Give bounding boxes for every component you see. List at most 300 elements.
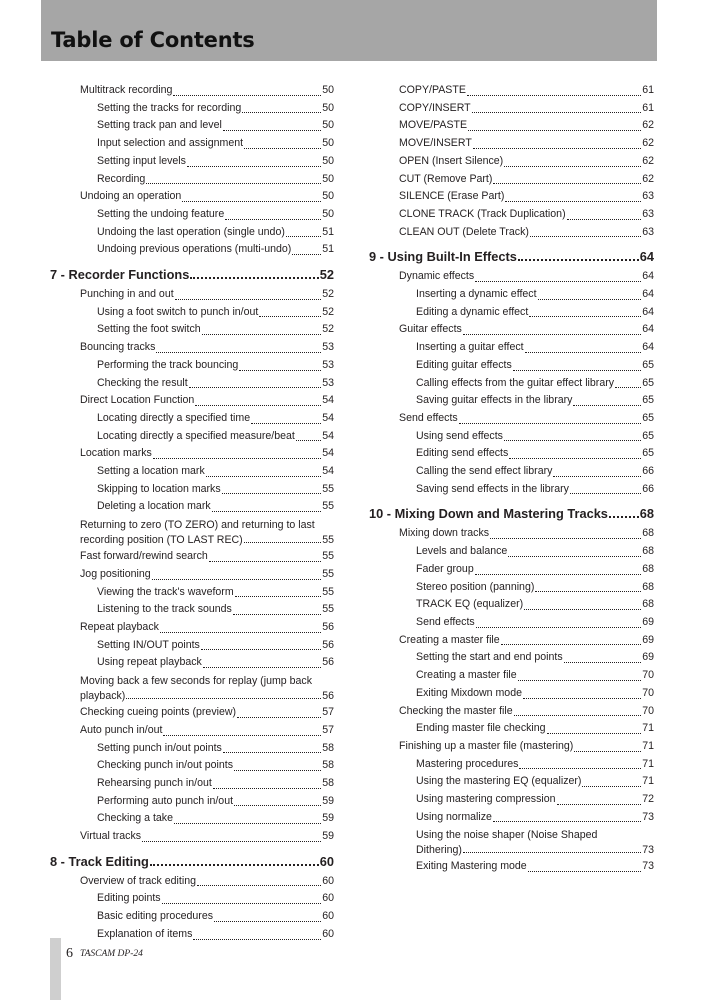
toc-page-number: 54 bbox=[322, 411, 334, 424]
toc-entry[interactable] bbox=[50, 775, 334, 793]
toc-page-number: 64 bbox=[642, 341, 654, 354]
toc-entry[interactable] bbox=[50, 481, 334, 499]
toc-entry[interactable] bbox=[50, 445, 334, 463]
toc-entry-title: Checking a take bbox=[97, 812, 173, 825]
dot-leader bbox=[467, 95, 641, 96]
dot-leader bbox=[225, 219, 321, 220]
dot-leader bbox=[508, 556, 641, 557]
toc-entry-title: Exiting Mastering mode bbox=[416, 860, 527, 873]
toc-entry[interactable] bbox=[50, 206, 334, 224]
dot-leader bbox=[223, 752, 321, 753]
toc-chapter[interactable] bbox=[50, 852, 334, 871]
toc-entry[interactable] bbox=[369, 392, 654, 410]
toc-entry[interactable] bbox=[50, 188, 334, 206]
dot-leader bbox=[203, 667, 321, 668]
toc-entry-title: Using the mastering EQ (equalizer) bbox=[416, 775, 582, 788]
toc-entry-title: Deleting a location mark bbox=[97, 500, 211, 513]
dot-leader bbox=[501, 644, 642, 645]
toc-page-number: 55 bbox=[322, 567, 334, 580]
toc-entry[interactable] bbox=[369, 481, 654, 499]
toc-page-number: 64 bbox=[642, 323, 654, 336]
dot-leader bbox=[475, 281, 641, 282]
toc-entry[interactable] bbox=[50, 704, 334, 722]
dot-leader bbox=[259, 316, 321, 317]
toc-page-number: 61 bbox=[642, 84, 654, 96]
toc-entry[interactable] bbox=[50, 828, 334, 846]
toc-page-number: 50 bbox=[322, 137, 334, 150]
toc-entry[interactable] bbox=[50, 410, 334, 428]
dot-leader bbox=[223, 130, 321, 131]
toc-entry-title: Bouncing tracks bbox=[80, 341, 156, 354]
dot-leader bbox=[146, 183, 321, 184]
toc-entry[interactable] bbox=[50, 224, 334, 242]
toc-entry-title: Setting the foot switch bbox=[97, 323, 201, 336]
toc-entry[interactable] bbox=[50, 82, 334, 100]
dot-leader bbox=[505, 201, 641, 202]
toc-page-number: 54 bbox=[322, 447, 334, 460]
footer-brand: TASCAM DP-24 bbox=[80, 949, 143, 959]
toc-entry[interactable] bbox=[369, 828, 654, 857]
toc-entry[interactable] bbox=[50, 908, 334, 926]
dot-leader bbox=[567, 219, 642, 220]
toc-entry[interactable] bbox=[369, 463, 654, 481]
toc-page-number: 73 bbox=[642, 843, 654, 856]
toc-entry-title: Inserting a dynamic effect bbox=[416, 288, 537, 301]
dot-leader bbox=[174, 823, 321, 824]
dot-leader bbox=[152, 579, 322, 580]
toc-page-number: 66 bbox=[642, 465, 654, 478]
toc-page-number: 65 bbox=[642, 429, 654, 442]
toc-entry-title-cont: recording position (TO LAST REC) bbox=[80, 533, 243, 546]
toc-entry-title: Levels and balance bbox=[416, 545, 508, 558]
toc-entry-title: Using a foot switch to punch in/out bbox=[97, 305, 259, 318]
toc-entry[interactable] bbox=[50, 286, 334, 304]
toc-entry[interactable] bbox=[369, 445, 654, 463]
toc-page-number: 65 bbox=[642, 447, 654, 460]
toc-entry[interactable] bbox=[369, 738, 654, 756]
toc-entry-title: Editing a dynamic effect bbox=[416, 305, 529, 318]
dot-leader bbox=[202, 334, 322, 335]
toc-entry[interactable] bbox=[50, 619, 334, 637]
toc-entry[interactable] bbox=[369, 756, 654, 774]
toc-page-number: 60 bbox=[322, 910, 334, 923]
toc-page-number: 52 bbox=[322, 288, 334, 301]
toc-entry-title: Send effects bbox=[416, 615, 475, 628]
toc-page-number: 69 bbox=[642, 651, 654, 664]
dot-leader bbox=[518, 259, 639, 261]
toc-entry-title: 9 - Using Built-In Effects bbox=[369, 249, 517, 265]
toc-entry[interactable] bbox=[50, 722, 334, 740]
toc-entry-line bbox=[80, 689, 334, 704]
toc-page-number: 62 bbox=[642, 119, 654, 132]
left-margin bbox=[0, 0, 41, 1000]
toc-page-number: 50 bbox=[322, 154, 334, 167]
toc-entry[interactable] bbox=[369, 153, 654, 171]
toc-entry[interactable] bbox=[369, 809, 654, 827]
toc-page-number: 60 bbox=[319, 853, 334, 869]
dot-leader bbox=[538, 299, 642, 300]
dot-leader bbox=[214, 921, 321, 922]
toc-page-number: 56 bbox=[322, 620, 334, 633]
toc-page-number: 65 bbox=[642, 411, 654, 424]
toc-entry[interactable] bbox=[50, 135, 334, 153]
toc-entry[interactable] bbox=[369, 339, 654, 357]
toc-entry-title: COPY/INSERT bbox=[399, 101, 471, 114]
toc-entry-title: Using send effects bbox=[416, 429, 503, 442]
toc-entry[interactable] bbox=[369, 561, 654, 579]
dot-leader bbox=[213, 788, 321, 789]
toc-page-number: 59 bbox=[322, 812, 334, 825]
toc-entry-title: Creating a master file bbox=[416, 669, 517, 682]
footer-accent-bar bbox=[50, 938, 61, 1000]
toc-entry[interactable] bbox=[50, 890, 334, 908]
dot-leader bbox=[530, 236, 641, 237]
toc-entry[interactable] bbox=[369, 649, 654, 667]
dot-leader bbox=[504, 166, 641, 167]
toc-entry-title: Using mastering compression bbox=[416, 793, 556, 806]
dot-leader bbox=[574, 751, 641, 752]
dot-leader bbox=[609, 516, 639, 518]
toc-entry-title: Setting input levels bbox=[97, 154, 186, 167]
toc-entry[interactable] bbox=[369, 188, 654, 206]
toc-entry[interactable] bbox=[369, 171, 654, 189]
toc-entry-title: Mastering procedures bbox=[416, 757, 519, 770]
toc-entry-title: Using normalize bbox=[416, 810, 492, 823]
dot-leader bbox=[557, 804, 642, 805]
toc-page-number: 62 bbox=[642, 137, 654, 150]
page-number: 6 bbox=[66, 946, 73, 961]
toc-entry[interactable] bbox=[50, 518, 334, 547]
toc-entry-title: Using the noise shaper (Noise Shaped bbox=[416, 829, 598, 842]
toc-page-number: 69 bbox=[642, 633, 654, 646]
toc-entry[interactable] bbox=[50, 392, 334, 410]
toc-entry[interactable] bbox=[50, 740, 334, 758]
toc-entry-title: Ending master file checking bbox=[416, 722, 546, 735]
toc-page-number: 68 bbox=[642, 527, 654, 540]
dot-leader bbox=[244, 542, 322, 543]
toc-entry[interactable] bbox=[50, 153, 334, 171]
toc-page-number: 50 bbox=[322, 101, 334, 114]
toc-page-number: 50 bbox=[322, 172, 334, 185]
toc-page-number: 64 bbox=[642, 305, 654, 318]
toc-entry[interactable] bbox=[50, 304, 334, 322]
toc-entry[interactable] bbox=[369, 375, 654, 393]
dot-leader bbox=[187, 166, 321, 167]
toc-page-number: 64 bbox=[642, 270, 654, 283]
toc-entry[interactable] bbox=[369, 286, 654, 304]
dot-leader bbox=[233, 614, 321, 615]
dot-leader bbox=[242, 112, 321, 113]
toc-entry[interactable] bbox=[369, 100, 654, 118]
toc-page-number: 62 bbox=[642, 172, 654, 185]
toc-entry[interactable] bbox=[50, 548, 334, 566]
dot-leader bbox=[519, 768, 641, 769]
toc-entry-title: MOVE/INSERT bbox=[399, 137, 472, 150]
toc-page-number: 68 bbox=[642, 580, 654, 593]
toc-entry[interactable] bbox=[50, 757, 334, 775]
toc-entry-title: Checking the master file bbox=[399, 704, 513, 717]
toc-entry-title: Setting IN/OUT points bbox=[97, 638, 200, 651]
toc-entry[interactable] bbox=[369, 858, 654, 876]
toc-page-number: 55 bbox=[322, 585, 334, 598]
toc-entry[interactable] bbox=[369, 685, 654, 703]
toc-entry[interactable] bbox=[369, 268, 654, 286]
toc-entry-title: Virtual tracks bbox=[80, 830, 142, 843]
dot-leader bbox=[209, 561, 321, 562]
dot-leader bbox=[212, 511, 322, 512]
toc-page-number: 55 bbox=[322, 533, 334, 546]
toc-page-number: 55 bbox=[322, 550, 334, 563]
toc-page-number: 68 bbox=[639, 506, 654, 522]
dot-leader bbox=[490, 538, 641, 539]
page-title: Table of Contents bbox=[51, 28, 255, 52]
toc-entry[interactable] bbox=[369, 791, 654, 809]
toc-entry-line bbox=[416, 843, 654, 858]
toc-page-number: 65 bbox=[642, 358, 654, 371]
dot-leader bbox=[163, 735, 321, 736]
dot-leader bbox=[175, 299, 322, 300]
toc-entry[interactable] bbox=[50, 601, 334, 619]
toc-entry[interactable] bbox=[369, 410, 654, 428]
toc-entry[interactable] bbox=[50, 584, 334, 602]
toc-entry[interactable] bbox=[369, 543, 654, 561]
toc-entry-title: Dynamic effects bbox=[399, 270, 475, 283]
dot-leader bbox=[182, 201, 321, 202]
toc-entry-title: Moving back a few seconds for replay (jump back bbox=[80, 675, 312, 688]
toc-entry[interactable] bbox=[369, 614, 654, 632]
toc-entry[interactable] bbox=[50, 674, 334, 703]
toc-entry-title: Undoing an operation bbox=[80, 190, 182, 203]
toc-entry[interactable] bbox=[50, 428, 334, 446]
dot-leader bbox=[528, 871, 642, 872]
toc-entry[interactable] bbox=[369, 428, 654, 446]
toc-page-number: 70 bbox=[642, 704, 654, 717]
toc-entry-title: Checking cueing points (preview) bbox=[80, 706, 237, 719]
dot-leader bbox=[553, 476, 641, 477]
dot-leader bbox=[547, 733, 642, 734]
toc-entry-line bbox=[80, 533, 334, 548]
toc-entry[interactable] bbox=[50, 498, 334, 516]
toc-entry[interactable] bbox=[50, 873, 334, 891]
toc-entry[interactable] bbox=[50, 375, 334, 393]
toc-page-number: 63 bbox=[642, 207, 654, 220]
toc-entry[interactable] bbox=[50, 321, 334, 339]
toc-page-number: 53 bbox=[322, 341, 334, 354]
toc-page-number: 56 bbox=[322, 656, 334, 669]
toc-entry-title: Undoing previous operations (multi-undo) bbox=[97, 243, 292, 256]
toc-entry-title: Viewing the track's waveform bbox=[97, 585, 234, 598]
toc-entry[interactable] bbox=[50, 810, 334, 828]
toc-entry-title: Overview of track editing bbox=[80, 874, 196, 887]
toc-entry-title: Punching in and out bbox=[80, 288, 174, 301]
dot-leader bbox=[570, 493, 641, 494]
toc-entry[interactable] bbox=[369, 224, 654, 242]
toc-entry-title: Creating a master file bbox=[399, 633, 500, 646]
toc-entry-title: Fast forward/rewind search bbox=[80, 550, 208, 563]
toc-entry[interactable] bbox=[369, 117, 654, 135]
toc-entry[interactable] bbox=[369, 579, 654, 597]
toc-entry[interactable] bbox=[50, 241, 334, 259]
dot-leader bbox=[286, 236, 321, 237]
dot-leader bbox=[156, 352, 321, 353]
dot-leader bbox=[523, 698, 641, 699]
page-footer bbox=[50, 938, 290, 1000]
toc-entry[interactable] bbox=[50, 793, 334, 811]
toc-page-number: 53 bbox=[322, 376, 334, 389]
toc-entry[interactable] bbox=[369, 321, 654, 339]
dot-leader bbox=[142, 841, 321, 842]
toc-page-number: 71 bbox=[642, 739, 654, 752]
toc-entry-title: Calling effects from the guitar effect library bbox=[416, 376, 615, 389]
dot-leader bbox=[513, 370, 641, 371]
dot-leader bbox=[195, 405, 321, 406]
toc-entry-title: Location marks bbox=[80, 447, 152, 460]
toc-chapter[interactable] bbox=[369, 504, 654, 523]
toc-page-number: 52 bbox=[319, 267, 334, 283]
toc-page-number: 57 bbox=[322, 706, 334, 719]
dot-leader bbox=[173, 95, 321, 96]
toc-entry[interactable] bbox=[50, 339, 334, 357]
toc-entry-title: Calling the send effect library bbox=[416, 465, 553, 478]
toc-entry[interactable] bbox=[50, 654, 334, 672]
toc-page-number: 59 bbox=[322, 830, 334, 843]
toc-column-right bbox=[369, 82, 654, 876]
toc-entry-title: Locating directly a specified time bbox=[97, 411, 251, 424]
toc-page-number: 61 bbox=[642, 101, 654, 114]
toc-entry[interactable] bbox=[369, 720, 654, 738]
toc-page-number: 59 bbox=[322, 794, 334, 807]
toc-entry[interactable] bbox=[369, 135, 654, 153]
toc-page-number: 63 bbox=[642, 225, 654, 238]
dot-leader bbox=[564, 662, 642, 663]
toc-entry-title: Auto punch in/out bbox=[80, 723, 163, 736]
dot-leader bbox=[518, 680, 642, 681]
toc-chapter[interactable] bbox=[50, 265, 334, 284]
toc-page-number: 71 bbox=[642, 757, 654, 770]
toc-page-number: 53 bbox=[322, 358, 334, 371]
toc-page-number: 65 bbox=[642, 394, 654, 407]
dot-leader bbox=[190, 277, 318, 279]
toc-entry-title: TRACK EQ (equalizer) bbox=[416, 598, 524, 611]
toc-entry[interactable] bbox=[369, 525, 654, 543]
toc-entry-title: COPY/PASTE bbox=[399, 84, 466, 96]
toc-entry-title: Checking the result bbox=[97, 376, 188, 389]
toc-entry-title: 8 - Track Editing bbox=[50, 853, 149, 869]
toc-page-number: 60 bbox=[322, 927, 334, 940]
dot-leader bbox=[468, 130, 641, 131]
dot-leader bbox=[463, 334, 641, 335]
dot-leader bbox=[475, 574, 641, 575]
toc-entry[interactable] bbox=[50, 566, 334, 584]
toc-chapter[interactable] bbox=[369, 247, 654, 266]
toc-page-number: 58 bbox=[322, 776, 334, 789]
toc-entry-title: Rehearsing punch in/out bbox=[97, 776, 212, 789]
toc-page-number: 63 bbox=[642, 190, 654, 203]
toc-entry[interactable] bbox=[369, 304, 654, 322]
dot-leader bbox=[524, 609, 641, 610]
toc-entry[interactable] bbox=[369, 632, 654, 650]
toc-entry-title: Recording bbox=[97, 172, 146, 185]
toc-page-number: 71 bbox=[642, 775, 654, 788]
toc-entry[interactable] bbox=[369, 596, 654, 614]
dot-leader bbox=[582, 786, 641, 787]
toc-entry-title: Listening to the track sounds bbox=[97, 603, 232, 616]
toc-page-number: 51 bbox=[322, 243, 334, 256]
toc-page-number: 54 bbox=[322, 465, 334, 478]
toc-entry[interactable] bbox=[369, 703, 654, 721]
toc-page-number: 58 bbox=[322, 759, 334, 772]
toc-page-number: 70 bbox=[642, 686, 654, 699]
toc-entry-title: 10 - Mixing Down and Mastering Tracks bbox=[369, 506, 608, 522]
toc-entry-title-cont: playback) bbox=[80, 689, 126, 702]
dot-leader bbox=[476, 627, 642, 628]
toc-entry[interactable] bbox=[369, 82, 654, 100]
toc-entry-title: Finishing up a master file (mastering) bbox=[399, 739, 574, 752]
toc-entry[interactable] bbox=[50, 637, 334, 655]
dot-leader bbox=[189, 387, 322, 388]
toc-page-number: 52 bbox=[322, 323, 334, 336]
toc-page-number: 68 bbox=[642, 598, 654, 611]
dot-leader bbox=[235, 596, 322, 597]
toc-page-number: 54 bbox=[322, 429, 334, 442]
toc-page-number: 68 bbox=[642, 562, 654, 575]
toc-entry-title: Using repeat playback bbox=[97, 656, 202, 669]
toc-entry-title: Returning to zero (TO ZERO) and returning to last bbox=[80, 519, 315, 532]
toc-entry[interactable] bbox=[50, 463, 334, 481]
toc-entry-title: Input selection and assignment bbox=[97, 137, 244, 150]
toc-page-number: 71 bbox=[642, 722, 654, 735]
toc-entry[interactable] bbox=[369, 357, 654, 375]
toc-page-number: 55 bbox=[322, 482, 334, 495]
toc-entry[interactable] bbox=[50, 100, 334, 118]
toc-page-number: 60 bbox=[322, 892, 334, 905]
toc-page-number: 66 bbox=[642, 482, 654, 495]
toc-page-number: 69 bbox=[642, 615, 654, 628]
toc-entry-title: Editing points bbox=[97, 892, 161, 905]
toc-entry-title: Stereo position (panning) bbox=[416, 580, 535, 593]
toc-entry[interactable] bbox=[50, 171, 334, 189]
toc-page-number: 55 bbox=[322, 603, 334, 616]
toc-entry-title: Editing send effects bbox=[416, 447, 509, 460]
dot-leader bbox=[237, 717, 321, 718]
dot-leader bbox=[222, 493, 322, 494]
toc-entry-title: Setting the tracks for recording bbox=[97, 101, 242, 114]
toc-page-number: 70 bbox=[642, 669, 654, 682]
toc-entry-title: Performing the track bouncing bbox=[97, 358, 239, 371]
toc-page-number: 73 bbox=[642, 810, 654, 823]
toc-entry[interactable] bbox=[50, 357, 334, 375]
toc-entry-title: Performing auto punch in/out bbox=[97, 794, 234, 807]
dot-leader bbox=[573, 405, 641, 406]
toc-entry-title: CLEAN OUT (Delete Track) bbox=[399, 225, 529, 238]
toc-entry-title: Fader group bbox=[416, 562, 474, 575]
toc-entry-title: Setting track pan and level bbox=[97, 119, 222, 132]
toc-entry[interactable] bbox=[369, 773, 654, 791]
toc-entry-title: Editing guitar effects bbox=[416, 358, 512, 371]
dot-leader bbox=[234, 805, 321, 806]
dot-leader bbox=[459, 423, 642, 424]
toc-entry[interactable] bbox=[369, 206, 654, 224]
dot-leader bbox=[150, 864, 319, 866]
dot-leader bbox=[535, 591, 641, 592]
right-margin bbox=[657, 0, 707, 1000]
toc-entry-title: Explanation of items bbox=[97, 927, 193, 940]
dot-leader bbox=[153, 458, 321, 459]
dot-leader bbox=[234, 770, 321, 771]
toc-entry[interactable] bbox=[369, 667, 654, 685]
toc-entry[interactable] bbox=[50, 117, 334, 135]
toc-entry-title: CUT (Remove Part) bbox=[399, 172, 493, 185]
